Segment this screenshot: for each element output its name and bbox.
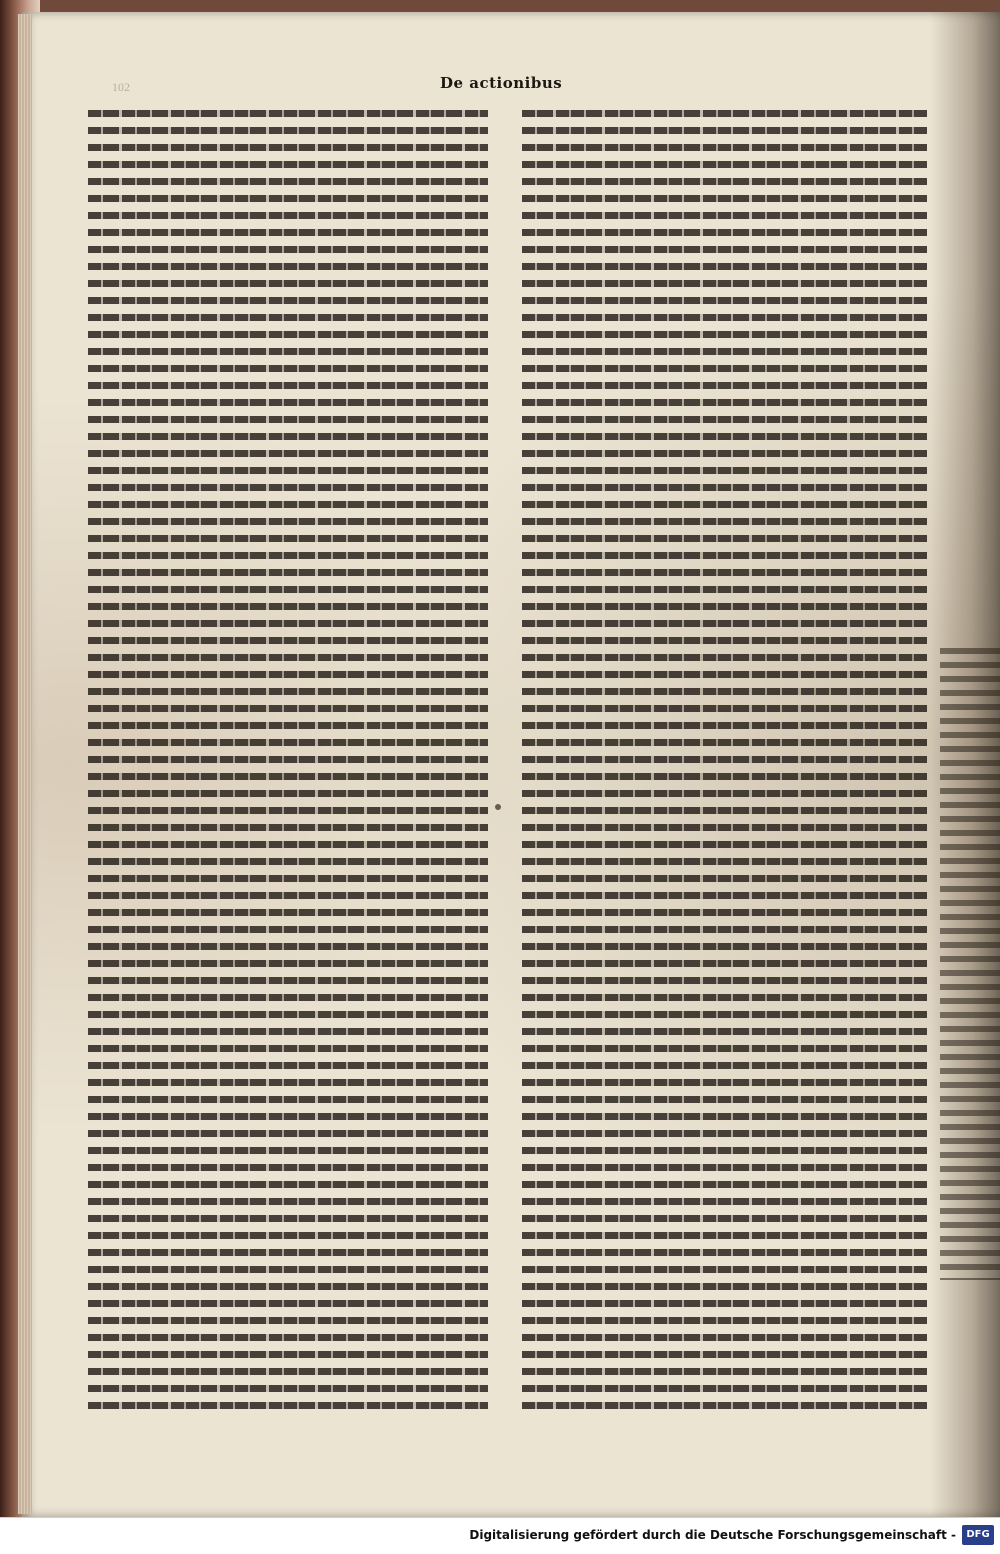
footer-credit: Digitalisierung gefördert durch die Deutsche Forschungsgemeinschaft - <box>469 1528 956 1542</box>
left-column-text-lines <box>88 106 488 1416</box>
right-column-text-lines <box>522 106 927 1416</box>
left-text-column <box>88 106 488 1416</box>
dfg-logo-icon: DFG <box>962 1525 994 1545</box>
right-text-column <box>522 106 927 1416</box>
folio-number: 102 <box>112 80 130 94</box>
digitization-footer <box>0 1517 1000 1554</box>
center-mark <box>495 804 501 810</box>
page-stack-edge <box>18 14 32 1514</box>
running-head: De actionibus <box>440 74 563 92</box>
facing-page-margin-text <box>940 640 1000 1280</box>
